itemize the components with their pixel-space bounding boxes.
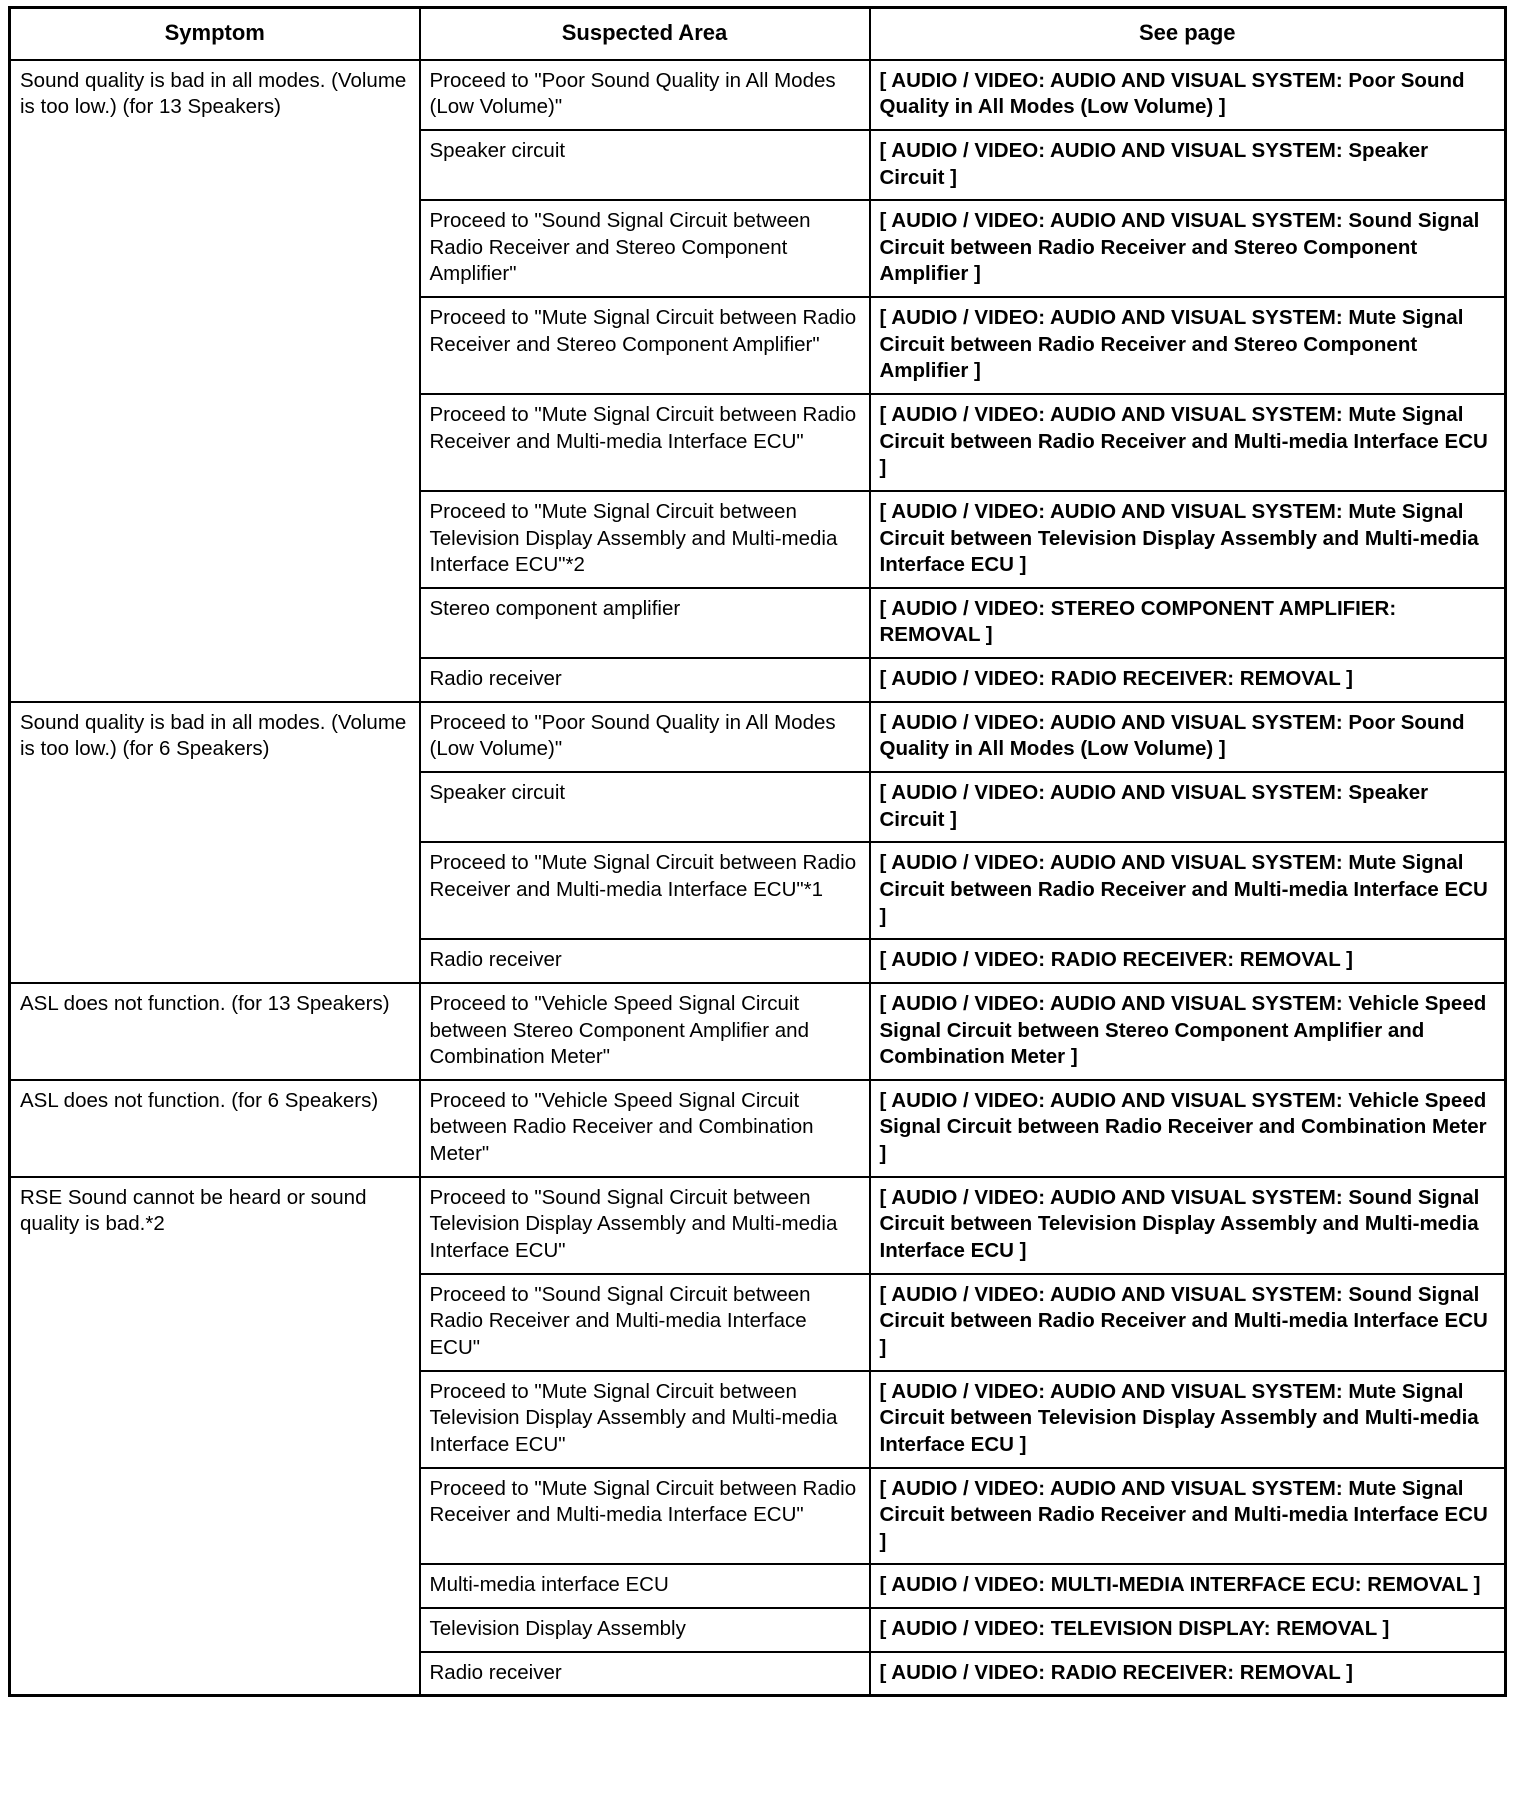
- suspected-area-cell: Speaker circuit: [420, 130, 870, 200]
- see-page-cell[interactable]: [ AUDIO / VIDEO: AUDIO AND VISUAL SYSTEM: Sound Signal Circuit between Television Display Assembly and Multi-media Interface ECU ]: [870, 1177, 1506, 1274]
- suspected-area-cell: Radio receiver: [420, 939, 870, 983]
- suspected-area-cell: Proceed to "Sound Signal Circuit between Television Display Assembly and Multi-media Interface ECU": [420, 1177, 870, 1274]
- see-page-cell[interactable]: [ AUDIO / VIDEO: AUDIO AND VISUAL SYSTEM: Poor Sound Quality in All Modes (Low Volume) ]: [870, 60, 1506, 130]
- suspected-area-cell: Proceed to "Sound Signal Circuit between Radio Receiver and Multi-media Interface ECU": [420, 1274, 870, 1371]
- suspected-area-cell: Proceed to "Mute Signal Circuit between Radio Receiver and Multi-media Interface ECU"*1: [420, 842, 870, 939]
- symptom-table: [8, 6, 1507, 1697]
- see-page-cell[interactable]: [ AUDIO / VIDEO: MULTI-MEDIA INTERFACE ECU: REMOVAL ]: [870, 1564, 1506, 1608]
- suspected-area-cell: Speaker circuit: [420, 772, 870, 842]
- see-page-cell[interactable]: [ AUDIO / VIDEO: RADIO RECEIVER: REMOVAL ]: [870, 939, 1506, 983]
- see-page-cell[interactable]: [ AUDIO / VIDEO: AUDIO AND VISUAL SYSTEM: Mute Signal Circuit between Radio Receiver and Stereo Component Amplifier ]: [870, 297, 1506, 394]
- column-header-symptom: Symptom: [10, 8, 420, 60]
- suspected-area-cell: Proceed to "Mute Signal Circuit between Radio Receiver and Multi-media Interface ECU": [420, 394, 870, 491]
- table-row: [10, 1177, 1506, 1274]
- table-row: [10, 60, 1506, 130]
- suspected-area-cell: Multi-media interface ECU: [420, 1564, 870, 1608]
- table-body: [10, 60, 1506, 1696]
- see-page-cell[interactable]: [ AUDIO / VIDEO: AUDIO AND VISUAL SYSTEM: Sound Signal Circuit between Radio Receiver and Multi-media Interface ECU ]: [870, 1274, 1506, 1371]
- suspected-area-cell: Proceed to "Vehicle Speed Signal Circuit between Radio Receiver and Combination Meter": [420, 1080, 870, 1177]
- see-page-cell[interactable]: [ AUDIO / VIDEO: AUDIO AND VISUAL SYSTEM: Speaker Circuit ]: [870, 130, 1506, 200]
- see-page-cell[interactable]: [ AUDIO / VIDEO: AUDIO AND VISUAL SYSTEM: Vehicle Speed Signal Circuit between Stereo Component Amplifier and Combination Meter ]: [870, 983, 1506, 1080]
- suspected-area-cell: Stereo component amplifier: [420, 588, 870, 658]
- symptom-cell: Sound quality is bad in all modes. (Volume is too low.) (for 6 Speakers): [10, 702, 420, 983]
- symptom-cell: RSE Sound cannot be heard or sound quality is bad.*2: [10, 1177, 420, 1696]
- see-page-cell[interactable]: [ AUDIO / VIDEO: RADIO RECEIVER: REMOVAL ]: [870, 658, 1506, 702]
- see-page-cell[interactable]: [ AUDIO / VIDEO: RADIO RECEIVER: REMOVAL ]: [870, 1652, 1506, 1696]
- table-row: [10, 983, 1506, 1080]
- symptom-cell: Sound quality is bad in all modes. (Volume is too low.) (for 13 Speakers): [10, 60, 420, 702]
- suspected-area-cell: Proceed to "Mute Signal Circuit between Television Display Assembly and Multi-media Interface ECU": [420, 1371, 870, 1468]
- see-page-cell[interactable]: [ AUDIO / VIDEO: AUDIO AND VISUAL SYSTEM: Mute Signal Circuit between Television Display Assembly and Multi-media Interface ECU ]: [870, 1371, 1506, 1468]
- table-row: [10, 1080, 1506, 1177]
- see-page-cell[interactable]: [ AUDIO / VIDEO: AUDIO AND VISUAL SYSTEM: Mute Signal Circuit between Radio Receiver and Multi-media Interface ECU ]: [870, 1468, 1506, 1565]
- see-page-cell[interactable]: [ AUDIO / VIDEO: STEREO COMPONENT AMPLIFIER: REMOVAL ]: [870, 588, 1506, 658]
- suspected-area-cell: Television Display Assembly: [420, 1608, 870, 1652]
- symptom-cell: ASL does not function. (for 6 Speakers): [10, 1080, 420, 1177]
- table-row: [10, 702, 1506, 772]
- suspected-area-cell: Proceed to "Poor Sound Quality in All Modes (Low Volume)": [420, 60, 870, 130]
- column-header-suspected-area: Suspected Area: [420, 8, 870, 60]
- suspected-area-cell: Proceed to "Poor Sound Quality in All Modes (Low Volume)": [420, 702, 870, 772]
- symptom-cell: ASL does not function. (for 13 Speakers): [10, 983, 420, 1080]
- see-page-cell[interactable]: [ AUDIO / VIDEO: AUDIO AND VISUAL SYSTEM: Vehicle Speed Signal Circuit between Radio Receiver and Combination Meter ]: [870, 1080, 1506, 1177]
- suspected-area-cell: Proceed to "Mute Signal Circuit between Radio Receiver and Multi-media Interface ECU": [420, 1468, 870, 1565]
- table-header-row: [10, 8, 1506, 60]
- suspected-area-cell: Proceed to "Sound Signal Circuit between Radio Receiver and Stereo Component Amplifier": [420, 200, 870, 297]
- see-page-cell[interactable]: [ AUDIO / VIDEO: AUDIO AND VISUAL SYSTEM: Poor Sound Quality in All Modes (Low Volume) ]: [870, 702, 1506, 772]
- see-page-cell[interactable]: [ AUDIO / VIDEO: AUDIO AND VISUAL SYSTEM: Speaker Circuit ]: [870, 772, 1506, 842]
- see-page-cell[interactable]: [ AUDIO / VIDEO: AUDIO AND VISUAL SYSTEM: Sound Signal Circuit between Radio Receiver and Stereo Component Amplifier ]: [870, 200, 1506, 297]
- see-page-cell[interactable]: [ AUDIO / VIDEO: TELEVISION DISPLAY: REMOVAL ]: [870, 1608, 1506, 1652]
- suspected-area-cell: Radio receiver: [420, 658, 870, 702]
- suspected-area-cell: Proceed to "Vehicle Speed Signal Circuit between Stereo Component Amplifier and Combination Meter": [420, 983, 870, 1080]
- table-header: [10, 8, 1506, 60]
- column-header-see-page: See page: [870, 8, 1506, 60]
- suspected-area-cell: Proceed to "Mute Signal Circuit between Radio Receiver and Stereo Component Amplifier": [420, 297, 870, 394]
- suspected-area-cell: Radio receiver: [420, 1652, 870, 1696]
- see-page-cell[interactable]: [ AUDIO / VIDEO: AUDIO AND VISUAL SYSTEM: Mute Signal Circuit between Radio Receiver and Multi-media Interface ECU ]: [870, 842, 1506, 939]
- see-page-cell[interactable]: [ AUDIO / VIDEO: AUDIO AND VISUAL SYSTEM: Mute Signal Circuit between Radio Receiver and Multi-media Interface ECU ]: [870, 394, 1506, 491]
- suspected-area-cell: Proceed to "Mute Signal Circuit between Television Display Assembly and Multi-media Interface ECU"*2: [420, 491, 870, 588]
- see-page-cell[interactable]: [ AUDIO / VIDEO: AUDIO AND VISUAL SYSTEM: Mute Signal Circuit between Television Display Assembly and Multi-media Interface ECU ]: [870, 491, 1506, 588]
